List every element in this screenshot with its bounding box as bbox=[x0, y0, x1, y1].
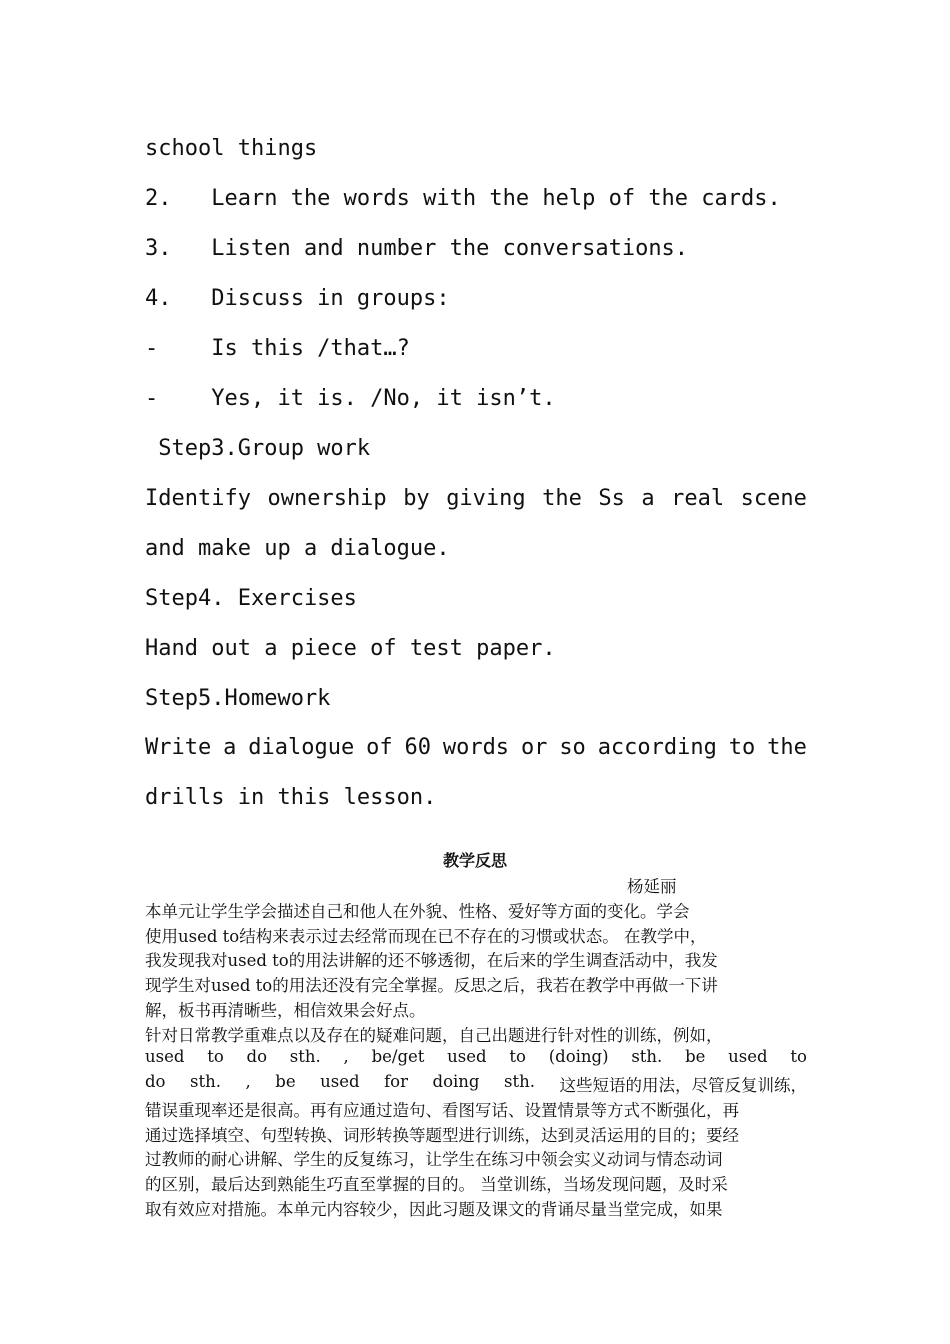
word: used bbox=[145, 1047, 185, 1066]
paragraph-line: 针对日常教学重难点以及存在的疑难问题，自己出题进行针对性的训练，例如， bbox=[145, 1026, 723, 1045]
word: scene bbox=[740, 486, 807, 511]
word: used bbox=[728, 1047, 768, 1066]
reflection-title: 教学反思 bbox=[442, 851, 507, 870]
paragraph-line: 本单元让学生学会描述自己和他人在外貌、性格、爱好等方面的变化。学会 bbox=[145, 902, 690, 921]
word: be bbox=[275, 1072, 296, 1091]
paragraph-line: 解，板书再清晰些，相信效果会好点。 bbox=[145, 1001, 426, 1020]
text-line: school things bbox=[145, 136, 318, 161]
word: 60 bbox=[404, 735, 431, 760]
word: doing bbox=[432, 1072, 480, 1091]
text-line bbox=[145, 735, 807, 760]
paragraph-line: 通过选择填空、句型转换、词形转换等题型进行训练，达到灵活运用的目的；要经 bbox=[145, 1126, 739, 1145]
word: , bbox=[245, 1072, 251, 1091]
word: do bbox=[246, 1047, 268, 1066]
text-line: - Is this /that…? bbox=[145, 336, 410, 361]
paragraph-line: 的区别，最后达到熟能生巧直至掌握的目的。 当堂训练，当场发现问题，及时采 bbox=[145, 1175, 728, 1194]
paragraph-line: 现学生对used to的用法还没有完全掌握。反思之后，我若在教学中再做一下讲 bbox=[145, 976, 718, 995]
word: to bbox=[790, 1047, 807, 1066]
paragraph-line: 使用used to结构来表示过去经常而现在已不存在的习惯或状态。 在教学中， bbox=[145, 927, 707, 946]
word: (doing) bbox=[548, 1047, 609, 1066]
word: Write bbox=[145, 735, 212, 760]
paragraph-line: 过教师的耐心讲解、学生的反复练习，让学生在练习中领会实义动词与情态动词 bbox=[145, 1150, 723, 1169]
text-line: and make up a dialogue. bbox=[145, 536, 450, 561]
word: to bbox=[207, 1047, 224, 1066]
word: , bbox=[343, 1047, 349, 1066]
paragraph-line bbox=[145, 1047, 807, 1066]
text-line: drills in this lesson. bbox=[145, 785, 437, 810]
step-heading: Step3.Group work bbox=[145, 436, 371, 461]
text-line: 2. Learn the words with the help of the cards. bbox=[145, 186, 781, 211]
word: a bbox=[223, 735, 237, 760]
word: so bbox=[559, 735, 586, 760]
author-name: 杨延丽 bbox=[627, 877, 677, 896]
word: the bbox=[542, 486, 582, 511]
word: real bbox=[671, 486, 725, 511]
paragraph-line: 错误重现率还是很高。再有应通过造句、看图写话、设置情景等方式不断强化，再 bbox=[145, 1101, 739, 1120]
word: used bbox=[447, 1047, 487, 1066]
text-line: 4. Discuss in groups: bbox=[145, 286, 450, 311]
text-line bbox=[145, 486, 807, 511]
text-line: 3. Listen and number the conversations. bbox=[145, 236, 689, 261]
word: sth. bbox=[289, 1047, 321, 1066]
word: Identify bbox=[145, 486, 251, 511]
word: to bbox=[728, 735, 756, 760]
word: by bbox=[403, 486, 430, 511]
word: be/get bbox=[371, 1047, 425, 1066]
step-heading: Step4. Exercises bbox=[145, 586, 357, 611]
word: the bbox=[767, 735, 807, 760]
word: giving bbox=[446, 486, 526, 511]
word: for bbox=[384, 1072, 408, 1091]
text-line: Hand out a piece of test paper. bbox=[145, 636, 556, 661]
word: sth. bbox=[190, 1072, 221, 1091]
word: 这些短语的用法，尽管反复训练， bbox=[559, 1076, 807, 1095]
word: used bbox=[320, 1072, 360, 1091]
word: sth. bbox=[504, 1072, 535, 1091]
word: of bbox=[366, 735, 393, 760]
word: Ss bbox=[598, 486, 625, 511]
word: a bbox=[641, 486, 655, 511]
text-line: - Yes, it is. /No, it isn’t. bbox=[145, 386, 556, 411]
paragraph-line: 我发现我对used to的用法讲解的还不够透彻，在后来的学生调查活动中，我发 bbox=[145, 951, 718, 970]
word: dialogue bbox=[248, 735, 355, 760]
word: according bbox=[597, 735, 717, 760]
step-heading: Step5.Homework bbox=[145, 686, 331, 711]
word: words bbox=[442, 735, 510, 760]
word: ownership bbox=[267, 486, 387, 511]
paragraph-line bbox=[145, 1072, 807, 1096]
paragraph-line: 取有效应对措施。本单元内容较少，因此习题及课文的背诵尽量当堂完成，如果 bbox=[145, 1200, 723, 1219]
word: do bbox=[145, 1072, 166, 1091]
word: be bbox=[685, 1047, 706, 1066]
word: sth. bbox=[631, 1047, 663, 1066]
word: to bbox=[509, 1047, 526, 1066]
word: or bbox=[520, 735, 548, 760]
